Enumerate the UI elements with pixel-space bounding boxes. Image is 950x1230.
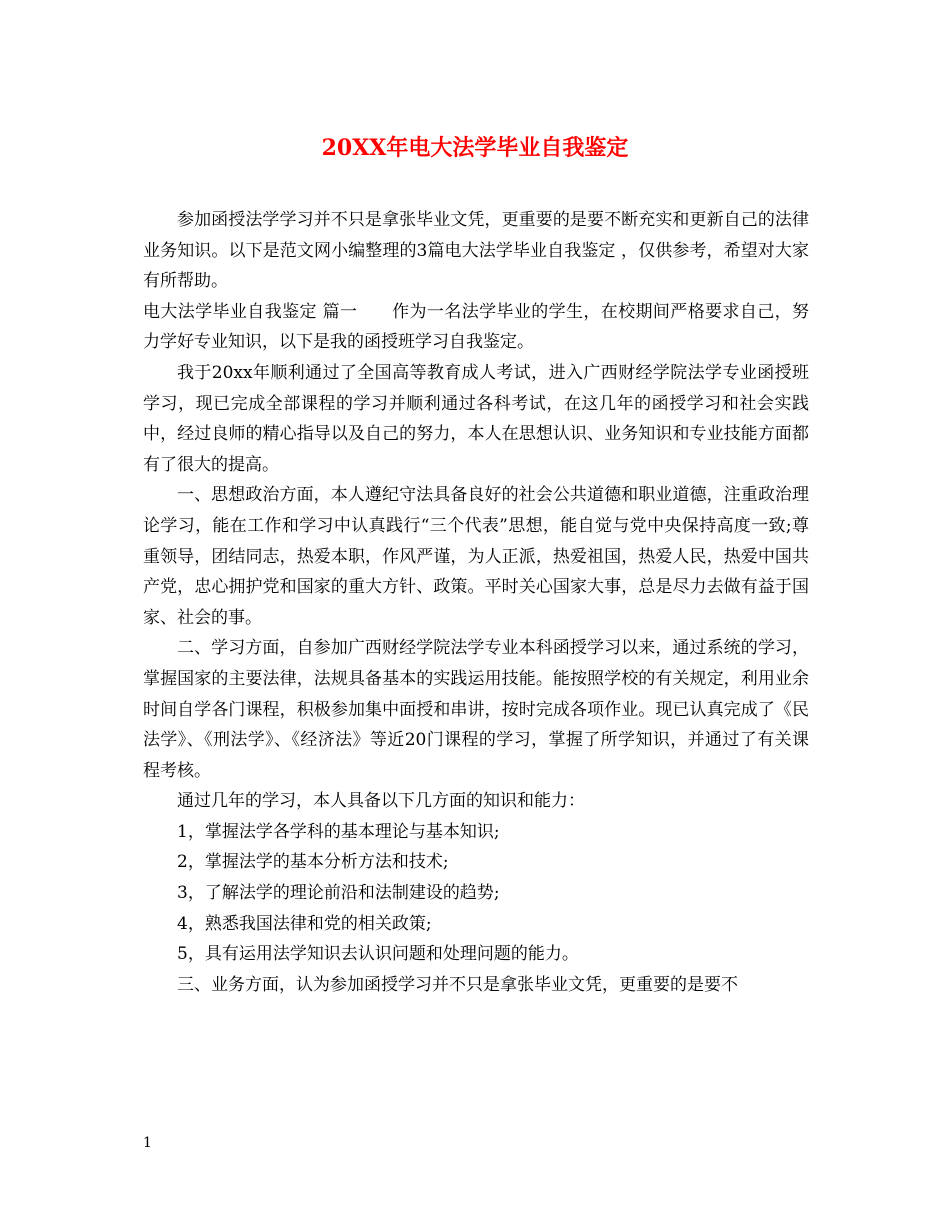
page-number: 1: [143, 1135, 152, 1151]
political-aspect-paragraph: 一、思想政治方面，本人遵纪守法具备良好的社会公共道德和职业道德，注重政治理论学习，能在工作和学习中认真践行“三个代表”思想，能自觉与党中央保持高度一致;尊重领导，团结同志，热爱本职，作风严谨，为人正派，热爱祖国，热爱人民，热爱中国共产党，忠心拥护党和国家的重大方针、政策。平时关心国家大事，总是尽力去做有益于国家、社会的事。: [143, 485, 809, 628]
intro-paragraph: 参加函授法学学习并不只是拿张毕业文凭，更重要的是要不断充实和更新自己的法律业务知识。以下是范文网小编整理的3篇电大法学毕业自我鉴定 ，仅供参考，希望对大家有所帮助。: [143, 210, 809, 292]
list-item: 3，了解法学的理论前沿和法制建设的趋势;: [177, 883, 500, 904]
business-aspect-paragraph: 三、业务方面，认为参加函授学习并不只是拿张毕业文凭，更重要的是要不: [177, 974, 738, 995]
body-paragraph: 我于20xx年顺利通过了全国高等教育成人考试，进入广西财经学院法学专业函授班学习，现已完成全部课程的学习并顺利通过各科考试，在这几年的函授学习和社会实践中，经过良师的精心指导以及自己的努力，本人在思想认识、业务知识和专业技能方面都有了很大的提高。: [143, 362, 809, 475]
section-one-heading-paragraph: 电大法学毕业自我鉴定 篇一 作为一名法学毕业的学生，在校期间严格要求自己，努力学好专业知识，以下是我的函授班学习自我鉴定。: [143, 301, 809, 353]
list-item: 5，具有运用法学知识去认识问题和处理问题的能力。: [177, 944, 579, 965]
document-title: 20XX年电大法学毕业自我鉴定: [321, 135, 629, 161]
study-aspect-paragraph: 二、学习方面，自参加广西财经学院法学专业本科函授学习以来，通过系统的学习，掌握国家的主要法律，法规具备基本的实践运用技能。能按照学校的有关规定，利用业余时间自学各门课程，积极参加集中面授和串讲，按时完成各项作业。现已认真完成了《民法学》、《刑法学》、《经济法》等近20门课程的学习，掌握了所学知识，并通过了有关课程考核。: [143, 638, 809, 781]
list-item: 4，熟悉我国法律和党的相关政策;: [177, 913, 432, 934]
list-item: 1，掌握法学各学科的基本理论与基本知识;: [177, 821, 500, 842]
list-item: 2，掌握法学的基本分析方法和技术;: [177, 852, 449, 873]
abilities-intro-paragraph: 通过几年的学习，本人具备以下几方面的知识和能力：: [177, 791, 585, 812]
document-body: [143, 205, 809, 1000]
